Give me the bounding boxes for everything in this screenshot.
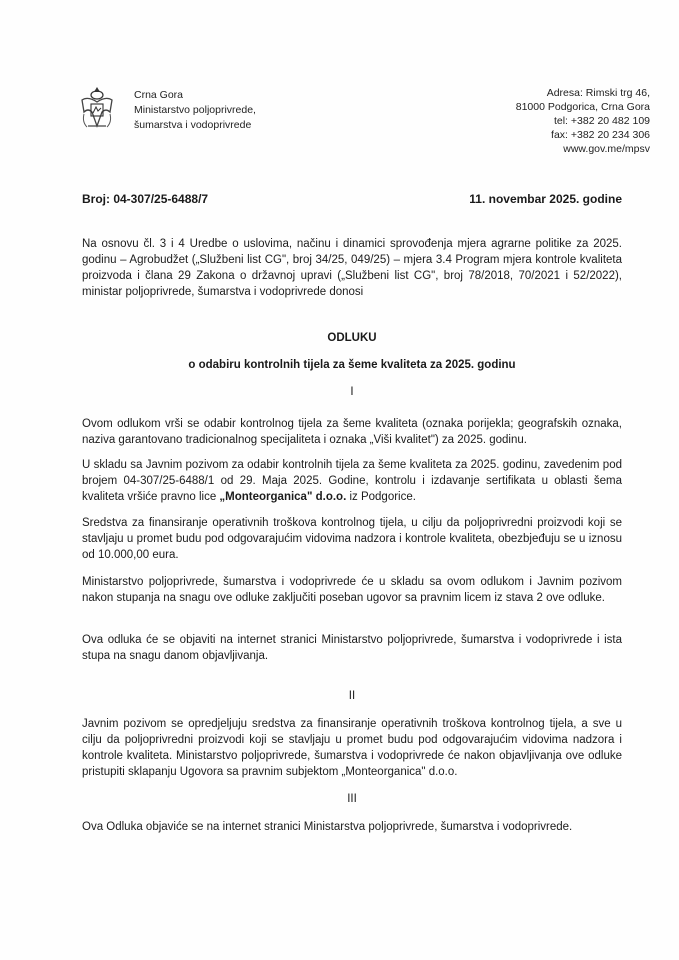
montenegro-coat-of-arms-icon bbox=[78, 86, 116, 132]
address-street: Adresa: Rimski trg 46, bbox=[546, 87, 650, 99]
website-link[interactable]: www.gov.me/mpsv bbox=[563, 143, 650, 155]
contact-address bbox=[516, 86, 650, 156]
ministry-name bbox=[134, 88, 256, 133]
section-1-paragraph-4: Ministarstvo poljoprivrede, šumarstva i vodoprivrede će u skladu sa ovom odlukom i Javnim pozivom nakon stupanja na snagu ove odluke zaključiti poseban ugovor sa pravnim licem iz stava 2 ove odluke. bbox=[82, 576, 622, 604]
section-2-paragraph-1: Javnim pozivom se opredjeljuju sredstva za finansiranje operativnih troškova kontrolnog tijela, a sve u cilju da poljoprivredni proizvodi koji se stavljaju u promet budu pod odgovarajućim vidovima nadzora i kontrole kvaliteta. Ministarstvo poljoprivrede, šumarstva i vodoprivrede će nakon objavljivanja ove odluke pristupiti sklapanju Ugovora sa pravnim subjektom „Monteorganica" d.o.o. bbox=[82, 718, 622, 778]
document-number: Broj: 04-307/25-6488/7 bbox=[82, 192, 209, 206]
section-numeral-3: III bbox=[347, 793, 357, 805]
paragraph-text: iz Podgorice. bbox=[346, 491, 416, 503]
document-title: ODLUKU bbox=[327, 332, 377, 344]
letterhead bbox=[78, 86, 650, 156]
country-name: Crna Gora bbox=[134, 89, 184, 101]
address-city: 81000 Podgorica, Crna Gora bbox=[515, 101, 650, 113]
section-1-paragraph-3: Sredstva za finansiranje operativnih troškova kontrolnog tijela, u cilju da poljoprivredni proizvodi koji se stavljaju u promet budu pod odgovarajućim vidovima nadzora i kontrole kvaliteta, obezbjeđuju se u iznosu od 10.000,00 eura. bbox=[82, 517, 622, 561]
paragraph-text: U skladu sa Javnim pozivom za odabir kontrolnih tijela za šeme kvaliteta za 2025. godinu, zavedenim pod brojem 04-307/25-6488/1 od 29. Maja 2025. Godine, kontrolu i izdavanje sertifikata u oblasti šema kvaliteta vršiće pravno lice bbox=[82, 459, 622, 503]
section-3-paragraph-1: Ova Odluka objaviće se na internet stranici Ministarstva poljoprivrede, šumarstva i vodoprivrede. bbox=[82, 821, 573, 833]
document-subtitle: o odabiru kontrolnih tijela za šeme kvaliteta za 2025. godinu bbox=[188, 359, 516, 371]
ministry-line-2: šumarstva i vodoprivrede bbox=[134, 119, 252, 131]
section-1-paragraph-5: Ova odluka će se objaviti na internet stranici Ministarstvo poljoprivrede, šumarstva i vodoprivrede i ista stupa na snagu danom objavljivanja. bbox=[82, 634, 622, 662]
phone-number: tel: +382 20 482 109 bbox=[553, 115, 650, 127]
fax-number: fax: +382 20 234 306 bbox=[551, 129, 650, 141]
ministry-line-1: Ministarstvo poljoprivrede, bbox=[134, 104, 256, 116]
company-name: „Monteorganica" d.o.o. bbox=[219, 491, 347, 503]
section-1-paragraph-1: Ovom odlukom vrši se odabir kontrolnog tijela za šeme kvaliteta (oznaka porijekla; geografskih oznaka, naziva garantovano tradicionalnog specijaliteta i oznaka „Viši kvalitet") za 2025. godinu. bbox=[82, 418, 622, 446]
section-numeral-1: I bbox=[350, 386, 354, 398]
document-date: 11. novembar 2025. godine bbox=[469, 192, 622, 206]
preamble: Na osnovu čl. 3 i 4 Uredbe o uslovima, načinu i dinamici sprovođenja mjera agrarne politike za 2025. godinu – Agrobudžet („Službeni list CG", broj 34/25, 049/25) – mjera 3.4 Program mjera kontrole kvaliteta proizvoda i člana 29 Zakona o državnoj upravi („Službeni list CG", broj 78/2018, 70/2021 i 52/2022), ministar poljoprivrede, šumarstva i vodoprivrede donosi bbox=[82, 238, 622, 298]
section-numeral-2: II bbox=[348, 690, 356, 702]
section-1-paragraph-2 bbox=[82, 457, 622, 505]
